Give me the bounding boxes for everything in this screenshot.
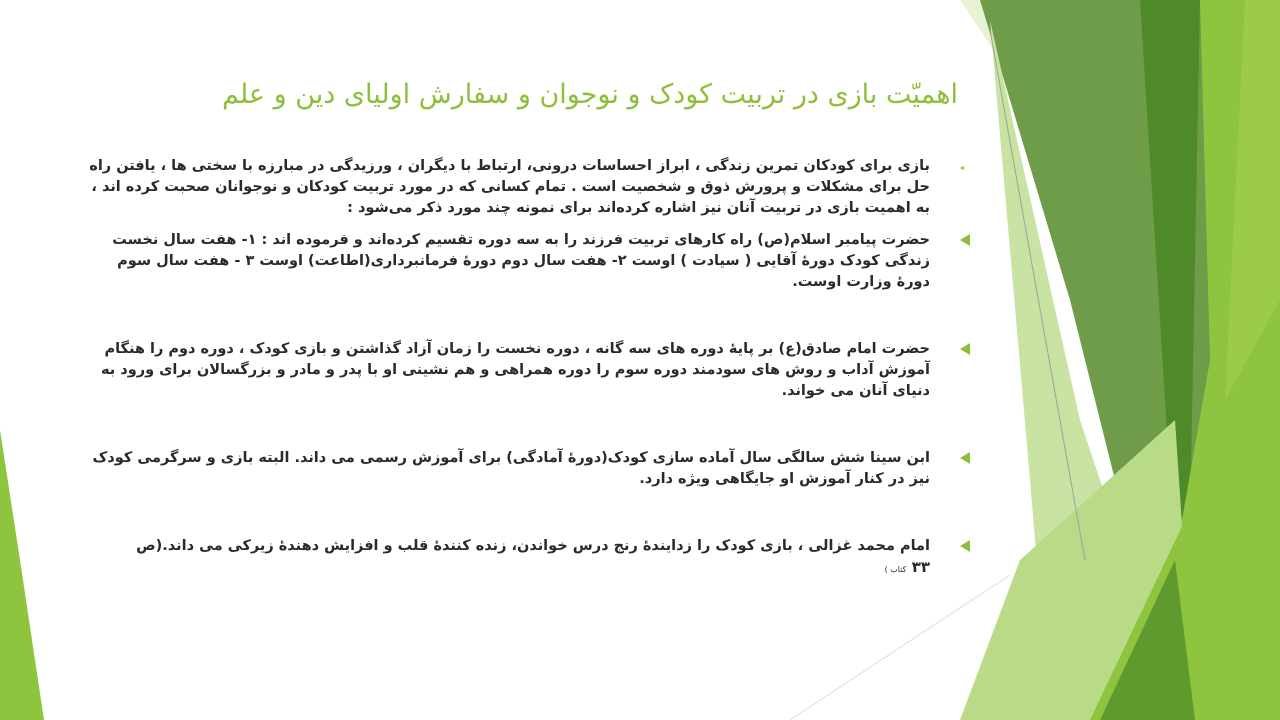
paragraph-intro [88,156,970,219]
bullet-arrow-icon [960,234,970,246]
page-reference [88,557,930,580]
paragraph-text-block [88,536,930,580]
reference-number: ۳۳ [911,558,930,576]
paragraph-prophet [88,230,970,293]
bullet-dot-icon [960,166,964,170]
paragraph-ibn-sina [88,448,970,490]
paragraph-text: امام محمد غزالی ، بازی کودک را زدایندهٔ رنج درس خواندن، زنده کنندهٔ قلب و افزایش دهندهٔ زیرکی می داند.(ص [136,538,930,554]
bullet-arrow-icon [960,540,970,552]
paragraph-imam-sadiq [88,339,970,402]
paragraph-text: حضرت امام صادق(ع) بر پایهٔ دوره های سه گانه ، دوره نخست را زمان آزاد گذاشتن و بازی کودک ، دوره دوم را هنگام آموزش آداب و روش های سودمند دوره سوم را دوره همراهی و هم نشینی او با پدر و مادر و بزرگسالان برای ورود به دنیای آنان می خواند. [100,341,930,399]
bullet-arrow-icon [960,343,970,355]
left-edge-stripe [0,430,44,720]
paragraph-text: بازی برای کودکان تمرین زندگی ، ابراز احساسات درونی، ارتباط با دیگران ، ورزیدگی در مبارزه با سختی ها ، یافتن راه حل برای مشکلات و پرورش ذوق و شخصیت است . تمام کسانی که در مورد تربیت کودکان و نوجوانان صحبت کرده اند ، به اهمیت بازی در تربیت آنان نیز اشاره کرده‌اند برای نمونه چند مورد ذکر می‌شود : [89,158,930,216]
paragraph-ghazali [88,536,970,580]
slide-title: اهمیّت بازی در تربیت کودک و نوجوان و سفارش اولیای دین و علم [222,79,958,110]
reference-label: کتاب ) [884,565,907,574]
bullet-arrow-icon [960,452,970,464]
paragraph-text: ابن سینا شش سالگی سال آماده سازی کودک(دورهٔ آمادگی) برای آموزش رسمی می داند. البته بازی و سرگرمی کودک نیز در کنار آموزش او جایگاهی ویژه دارد. [92,450,930,487]
paragraph-text: حضرت پیامبر اسلام(ص) راه کارهای تربیت فرزند را به سه دوره تقسیم کرده‌اند و فرموده اند : ۱- هفت سال نخست زندگی کودک دورهٔ آقایی ( سیادت ) اوست ۲- هفت سال دوم دورهٔ فرمانبرداری(اطاعت) اوست ۳ - هفت سال سوم دورهٔ وزارت اوست. [112,232,930,290]
